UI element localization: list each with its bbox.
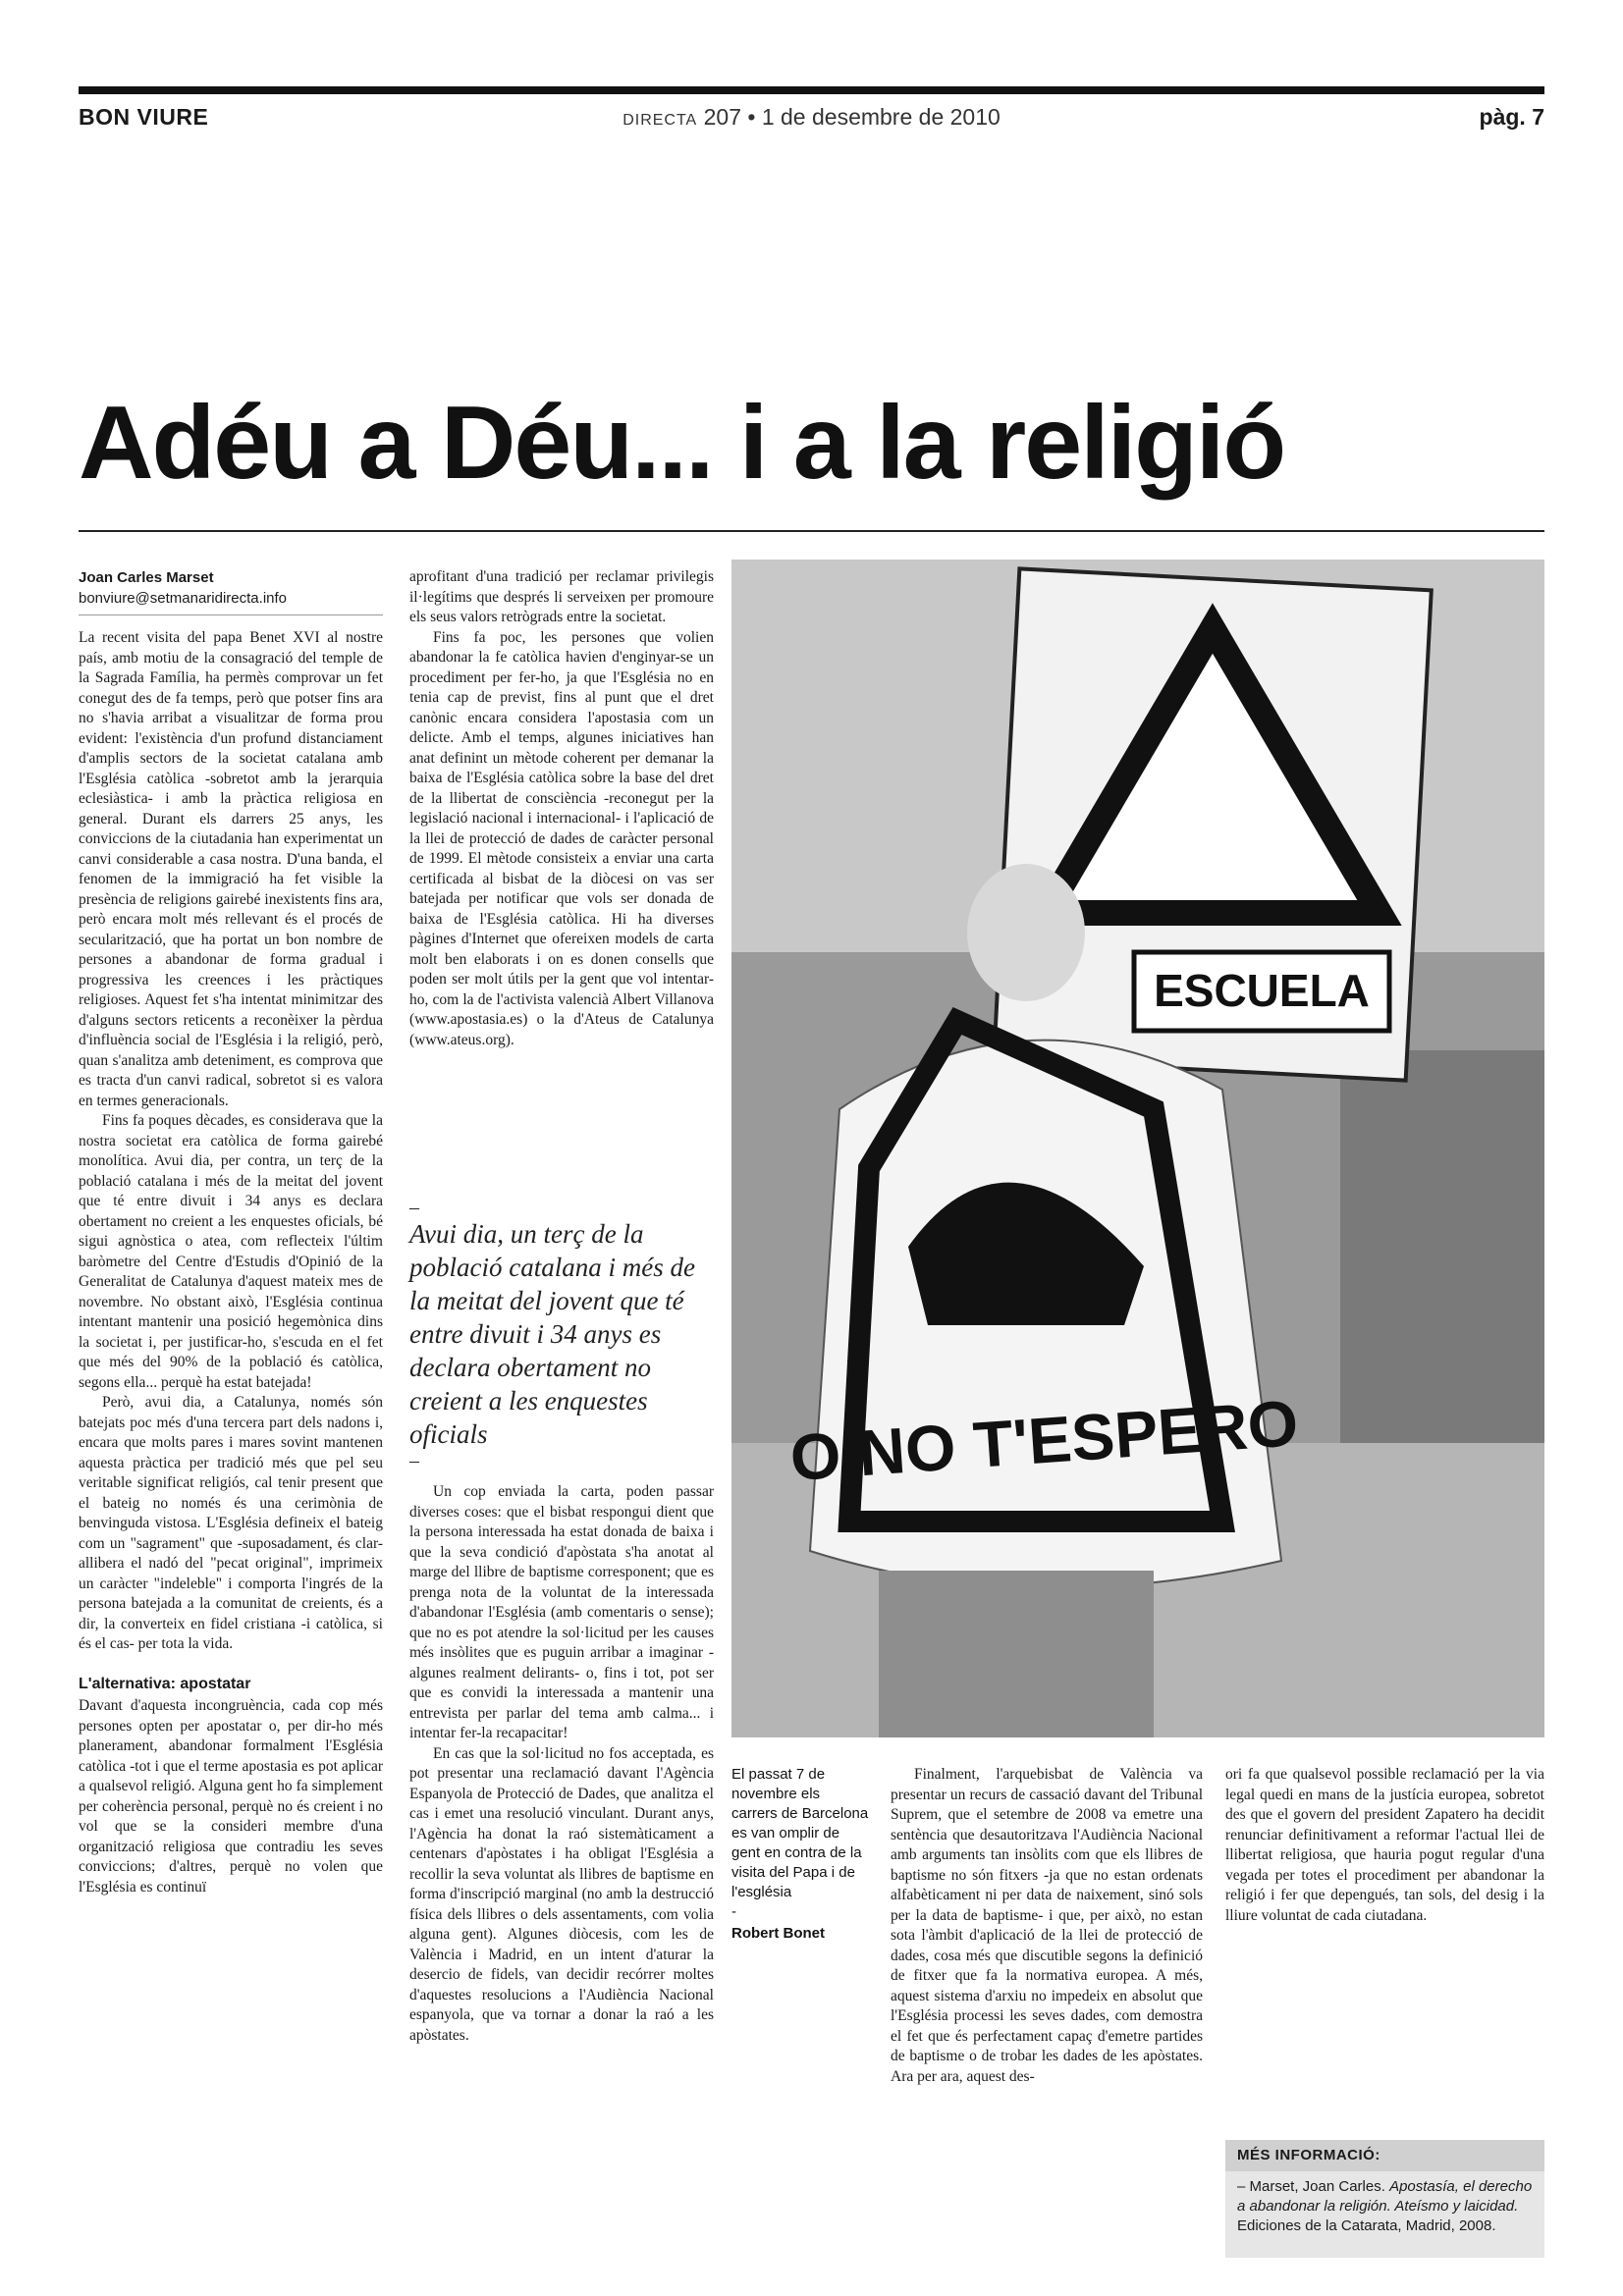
paragraph: En cas que la sol·licitud no fos acceptada, es pot presentar una reclamació davant l'Agència Espanyola de Protecció de Dades, que analitza el cas i emet una resolució vinculant. Durant anys, l'Agència ha donat la raó sistemàticament a centenars d'apòstates i ha obligat l'Església a recollir la seva voluntat als llibres de baptisme en forma d'inscripció marginal (no amb la destrucció física dels llibres o dels assentaments, com volia alguna gent). Algunes diòcesis, com les de València i Madrid, en un intent d'aturar la desercio de fidels, van decidir recórrer moltes d'aquestes resolucions a l'Audiència Nacional espanyola, que va tornar a donar la raó a les apòstates. bbox=[409, 1744, 714, 2044]
author-name: Joan Carles Marset bbox=[79, 569, 214, 586]
publication-name: DIRECTA bbox=[622, 112, 698, 129]
pull-quote-dash-bottom: – bbox=[409, 1450, 419, 1471]
paragraph: La recent visita del papa Benet XVI al nostre país, amb motiu de la consagració del temple de la Sagrada Família, ha permès comprovar un fet conegut des de fa temps, però que potser fins ara no s'havia arribat a visualitzar de forma prou evident: l'existència d'un profund distanciament d'amplis sectors de la societat catalana amb l'Església catòlica -sobretot amb la jerarquia eclesiàstica- i amb la pràctica religiosa en general. Durant els darrers 25 anys, les conviccions de la ciutadania han experimentat un canvi considerable a casa nostra. D'una banda, el fenomen de la immigració ha fet visible la presència de religions gairebé inexistents fins ara, però encara molt més rellevant és el procés de secularització, que ha portat un bon nombre de persones a abandonar de forma gradual i progressiva les creences i les pràctiques religioses. Aquest fet s'ha intentat minimitzar des d'alguns sectors reticents a reconèixer la pèrdua d'influència social de l'Església i la religió, però, quan s'analitza amb deteniment, es comprova que es tracta d'un canvi radical, sobretot si es valora en termes generacionals. bbox=[79, 629, 383, 1109]
paragraph: ori fa que qualsevol possible reclamació per la via legal quedi en mans de la justícia europea, sobretot des que el govern del president Zapatero ha decidit renunciar definitivament a reformar l'actual llei de llibertat religiosa, que hauria pogut regular d'una vegada per totes el procediment per abandonar la religió i fer que depengués, tan sols, del desig i la lliure voluntat de cada ciutadana. bbox=[1225, 1766, 1544, 1924]
section-label: BON VIURE bbox=[79, 104, 209, 130]
page-number: pàg. 7 bbox=[1479, 104, 1544, 130]
paragraph: Un cop enviada la carta, poden passar diverses coses: que el bisbat respongui dient que la persona interessada ha estat donada de baixa i que la seva condició d'apòstata s'ha anotat al marge del llibre de baptisme corresponent; que es prenga nota de la voluntat de la interessada d'abandonar l'Església (amb comentaris o sense); que no es pot atendre la sol·licitud per les causes més insòlites que es puguin arribar a imaginar -algunes realment delirants- o, fins i tot, pot ser que es convidi la interessada a mantenir una entrevista per parlar del tema amb calma... i intentar fer-la recapacitar! bbox=[409, 1483, 714, 1741]
paragraph: aprofitant d'una tradició per reclamar privilegis il·legítims que després li serveixen per promoure els seus valors retrògrads entre la societat. bbox=[409, 568, 714, 625]
issue-info bbox=[0, 104, 1623, 131]
article-column-2 bbox=[409, 567, 714, 1050]
headline-rule bbox=[79, 530, 1544, 532]
byline bbox=[79, 567, 383, 615]
article-column-3 bbox=[891, 1765, 1203, 2087]
paragraph: Fins fa poc, les persones que volien abandonar la fe catòlica havien d'enginyar-se un procediment per fer-ho, ja que l'Església no en tenia cap de previst, fins al punt que el dret canònic encara considera l'apostasia com un delicte. Amb el temps, algunes iniciatives han anat definint un mètode coherent per demanar la baixa de l'Església catòlica sobre la base del dret de la llibertat de consciència -reconegut per la legislació nacional i internacional- i l'aplicació de la llei de protecció de dades de caràcter personal de 1999. El mètode consisteix a enviar una carta certificada al bisbat de la diòcesi on vas ser batejada per notificar que vols ser donada de baixa de l'Església catòlica. Hi ha diverses pàgines d'Internet que ofereixen models de carta molt ben elaborats i on es donen consells que poden ser molt útils per la gent que vol intentar-ho, com la de l'activista valencià Albert Villanova (www.apostasia.es) o la d'Ateus de Catalunya (www.ateus.org). bbox=[409, 628, 714, 1048]
paragraph: Però, avui dia, a Catalunya, només són batejats poc més d'una tercera part dels nadons i, encara que molts pares i mares sovint mantenen aquesta pràctica per tradició més que pel seu veritable significat religiós, cal tenir present que el bateig no només és una cerimònia de benvinguda vistosa. L'Església defineix el bateig com un "sagrament" que -suposadament, és clar- allibera el nadó del "pecat original", imprimeix un caràcter "indeleble" i comporta l'ingrés de la persona batejada a la comunitat de creients, és a dir, la converteix en fidel cristiana -i catòlica, si és el cas- per tota la vida. bbox=[79, 1394, 383, 1652]
photo-illustration bbox=[731, 560, 1544, 1737]
protest-photo bbox=[731, 560, 1544, 1737]
top-rule bbox=[79, 86, 1544, 94]
photo-caption bbox=[731, 1765, 869, 1944]
issue-date: 207 • 1 de desembre de 2010 bbox=[703, 104, 1001, 130]
more-info-body bbox=[1225, 2171, 1544, 2242]
paragraph: Fins fa poques dècades, es considerava que la nostra societat era catòlica de forma gairebé monolítica. Avui dia, per contra, un terç de la població catalana i més de la meitat del jovent que té entre divuit i 34 anys es declara obertament no creient a les enquestes oficials, bé sigui agnòstica o atea, com reflecteix l'últim baròmetre del Centre d'Estudis d'Opinió de la Generalitat de Catalunya d'aquest mateix mes de novembre. No obstant això, l'Església continua intentant mantenir una posició hegemònica dins la societat i, per justificar-ho, s'escuda en el fet que més del 90% de la població és catòlica, segons ella... perquè ha estat batejada! bbox=[79, 1112, 383, 1391]
photo-credit: Robert Bonet bbox=[731, 1925, 825, 1942]
article-column-2-continued bbox=[409, 1482, 714, 2046]
headline: Adéu a Déu... i a la religió bbox=[79, 385, 1285, 501]
caption-text: El passat 7 de novembre els carrers de Barcelona es van omplir de gent en contra de la visita del Papa i de l'església bbox=[731, 1766, 869, 1900]
reference-author: – Marset, Joan Carles. bbox=[1237, 2178, 1390, 2195]
banner-text: O NO T'ESPERO bbox=[787, 1386, 1301, 1495]
sign-text: ESCUELA bbox=[1154, 965, 1370, 1016]
pull-quote-dash-top: – bbox=[409, 1197, 419, 1218]
reference-publisher: Ediciones de la Catarata, Madrid, 2008. bbox=[1237, 2217, 1496, 2234]
paragraph: Finalment, l'arquebisbat de València va presentar un recurs de cassació davant del Tribunal Suprem, que el setembre de 2008 va emetre una sentència que desautoritzava l'Audiència Nacional amb arguments tan insòlits com que els llibres de baptisme no són fitxers -ja que no estan ordenats alfabèticament ni per data de naixement, sinó sols per la data de baptisme- i que, per això, no estan sota l'àmbit d'aplicació de la llei de protecció de dades, cosa més que discutible segons la definició de fitxer que fa la normativa europea. A més, aquest sistema d'arxiu no impedeix en absolut que l'Església processi les seves dades, com demostra el fet que és perfectament capaç d'emetre partides de baptisme o de trobar les dades de les apòstates. Ara per ara, aquest des- bbox=[891, 1766, 1203, 2085]
byline-rule bbox=[79, 614, 383, 615]
more-info-title: MÉS INFORMACIÓ: bbox=[1225, 2140, 1544, 2171]
article-column-1 bbox=[79, 628, 383, 1897]
reference-title: Apostasía, el derecho a abandonar la religión. Ateísmo y laicidad. bbox=[1237, 2178, 1533, 2215]
pull-quote-text: Avui dia, un terç de la població catalana i més de la meitat del jovent que té entre divuit i 34 anys es declara obertament no creient a les enquestes oficials bbox=[409, 1219, 695, 1449]
paragraph: Davant d'aquesta incongruència, cada cop més persones opten per apostatar o, per dir-ho més planerament, abandonar formalment l'Església catòlica -tot i que el terme apostasia es pot aplicar a qualsevol religió. Alguna gent ho fa simplement per coherència personal, perquè no és creient i no vol que se la consideri membre d'una organització religiosa que contradiu les seves conviccions; d'altres, perquè no volen que l'Església es continuï bbox=[79, 1697, 383, 1896]
article-column-4 bbox=[1225, 1765, 1544, 1926]
caption-dash: - bbox=[731, 1903, 736, 1920]
more-info-box bbox=[1225, 2140, 1544, 2258]
pull-quote bbox=[409, 1198, 714, 1470]
subheading: L'alternativa: apostatar bbox=[79, 1675, 251, 1692]
author-email[interactable]: bonviure@setmanaridirecta.info bbox=[79, 590, 287, 607]
